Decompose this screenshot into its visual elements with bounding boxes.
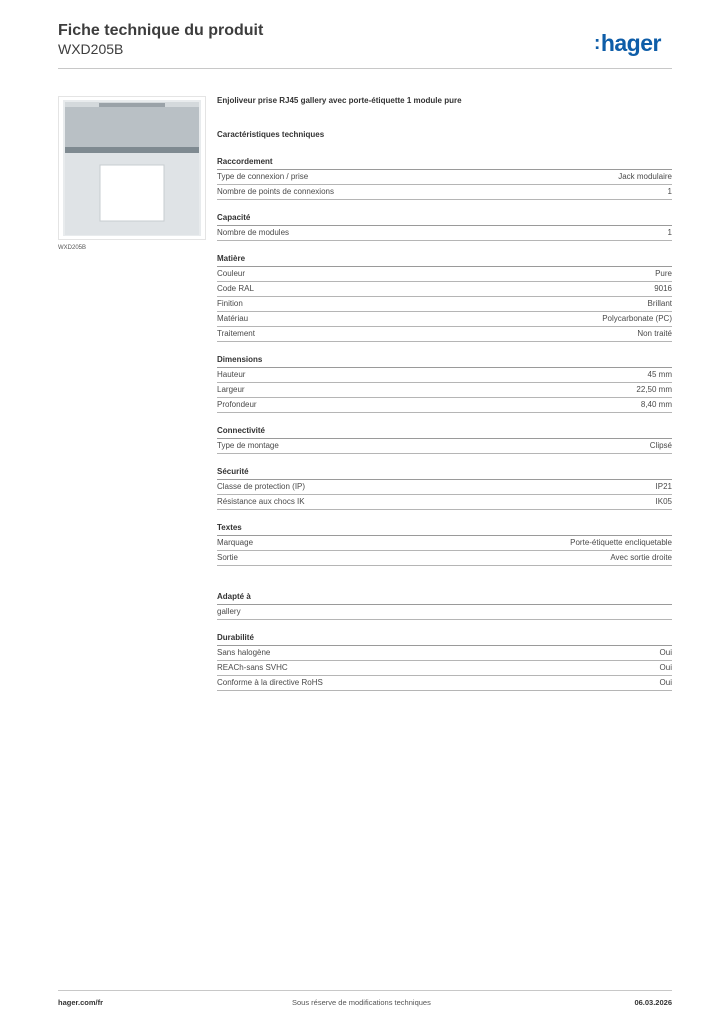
section-title: Raccordement [217, 156, 672, 170]
spec-sections [217, 156, 672, 691]
section-title: Textes [217, 522, 672, 536]
spec-label: Classe de protection (IP) [217, 482, 306, 491]
spec-section [217, 425, 672, 454]
spec-row [217, 170, 672, 185]
hager-logo [594, 30, 661, 57]
spec-section [217, 212, 672, 241]
spec-label: REACh-sans SVHC [217, 663, 288, 672]
spec-section [217, 632, 672, 691]
image-caption: WXD205B [58, 245, 87, 251]
spec-row [217, 495, 672, 510]
wall-plate-icon [59, 97, 205, 239]
technical-characteristics-title: Caractéristiques techniques [217, 130, 325, 139]
spec-value: Brillant [647, 299, 672, 308]
spec-row [217, 368, 672, 383]
footer-disclaimer: Sous réserve de modifications techniques [292, 998, 431, 1007]
spec-label: Finition [217, 299, 243, 308]
spec-row [217, 327, 672, 342]
spec-row [217, 185, 672, 200]
spec-value: 9016 [654, 284, 672, 293]
spec-value: 1 [667, 187, 672, 196]
spec-value: IP21 [655, 482, 672, 491]
spec-row [217, 646, 672, 661]
spec-label: gallery [217, 607, 241, 616]
spec-row [217, 398, 672, 413]
logo-text: hager [600, 30, 661, 56]
section-title: Durabilité [217, 632, 672, 646]
spec-section [217, 466, 672, 510]
spec-label: Sortie [217, 553, 238, 562]
spec-value: 1 [667, 228, 672, 237]
product-reference: WXD205B [58, 41, 124, 57]
spec-label: Sans halogène [217, 648, 271, 657]
spec-value: Oui [659, 648, 672, 657]
section-title: Connectivité [217, 425, 672, 439]
section-title: Sécurité [217, 466, 672, 480]
spec-row [217, 383, 672, 398]
spec-label: Type de montage [217, 441, 279, 450]
section-title: Capacité [217, 212, 672, 226]
spec-row [217, 312, 672, 327]
spec-row [217, 267, 672, 282]
spec-label: Couleur [217, 269, 246, 278]
header-divider [58, 68, 672, 69]
spec-value: 8,40 mm [640, 400, 672, 409]
spec-label: Résistance aux chocs IK [217, 497, 305, 506]
spec-label: Hauteur [217, 370, 246, 379]
spec-row [217, 536, 672, 551]
footer-date: 06.03.2026 [634, 998, 672, 1007]
spec-label: Conforme à la directive RoHS [217, 678, 323, 687]
spec-row [217, 551, 672, 566]
product-description: Enjoliveur prise RJ45 gallery avec porte-étiquette 1 module pure [217, 96, 462, 105]
spec-label: Traitement [217, 329, 255, 338]
spec-row [217, 297, 672, 312]
spec-section [217, 522, 672, 566]
spec-section [217, 591, 672, 620]
footer-divider [58, 990, 672, 991]
spec-label: Type de connexion / prise [217, 172, 309, 181]
spec-row [217, 282, 672, 297]
spec-label: Marquage [217, 538, 254, 547]
spec-value: Non traité [637, 329, 672, 338]
spec-value: 45 mm [647, 370, 672, 379]
spec-value: Clipsé [649, 441, 672, 450]
spec-label: Largeur [217, 385, 245, 394]
spec-label: Nombre de points de connexions [217, 187, 334, 196]
spec-row [217, 480, 672, 495]
spec-value: IK05 [655, 497, 672, 506]
product-image [58, 96, 206, 240]
spec-section [217, 253, 672, 342]
spec-content [217, 96, 672, 691]
spec-row [217, 676, 672, 691]
page-title: Fiche technique du produit [58, 22, 264, 39]
spec-value: Avec sortie droite [610, 553, 672, 562]
spec-label: Profondeur [217, 400, 257, 409]
spec-row [217, 605, 672, 620]
spec-label: Code RAL [217, 284, 254, 293]
spec-value: 22,50 mm [636, 385, 672, 394]
spec-value: Polycarbonate (PC) [602, 314, 672, 323]
section-title: Adapté à [217, 591, 672, 605]
spec-section [217, 156, 672, 200]
section-title: Matière [217, 253, 672, 267]
spec-value: Oui [659, 678, 672, 687]
spec-row [217, 439, 672, 454]
spec-section [217, 354, 672, 413]
spec-row [217, 226, 672, 241]
spec-value: Pure [655, 269, 672, 278]
spec-label: Nombre de modules [217, 228, 290, 237]
spec-value: Porte-étiquette encliquetable [570, 538, 672, 547]
spec-value: Oui [659, 663, 672, 672]
footer-website: hager.com/fr [58, 998, 104, 1007]
section-title: Dimensions [217, 354, 672, 368]
spec-row [217, 661, 672, 676]
logo-dots-icon: : [594, 33, 600, 54]
spec-value: Jack modulaire [618, 172, 672, 181]
spec-label: Matériau [217, 314, 249, 323]
